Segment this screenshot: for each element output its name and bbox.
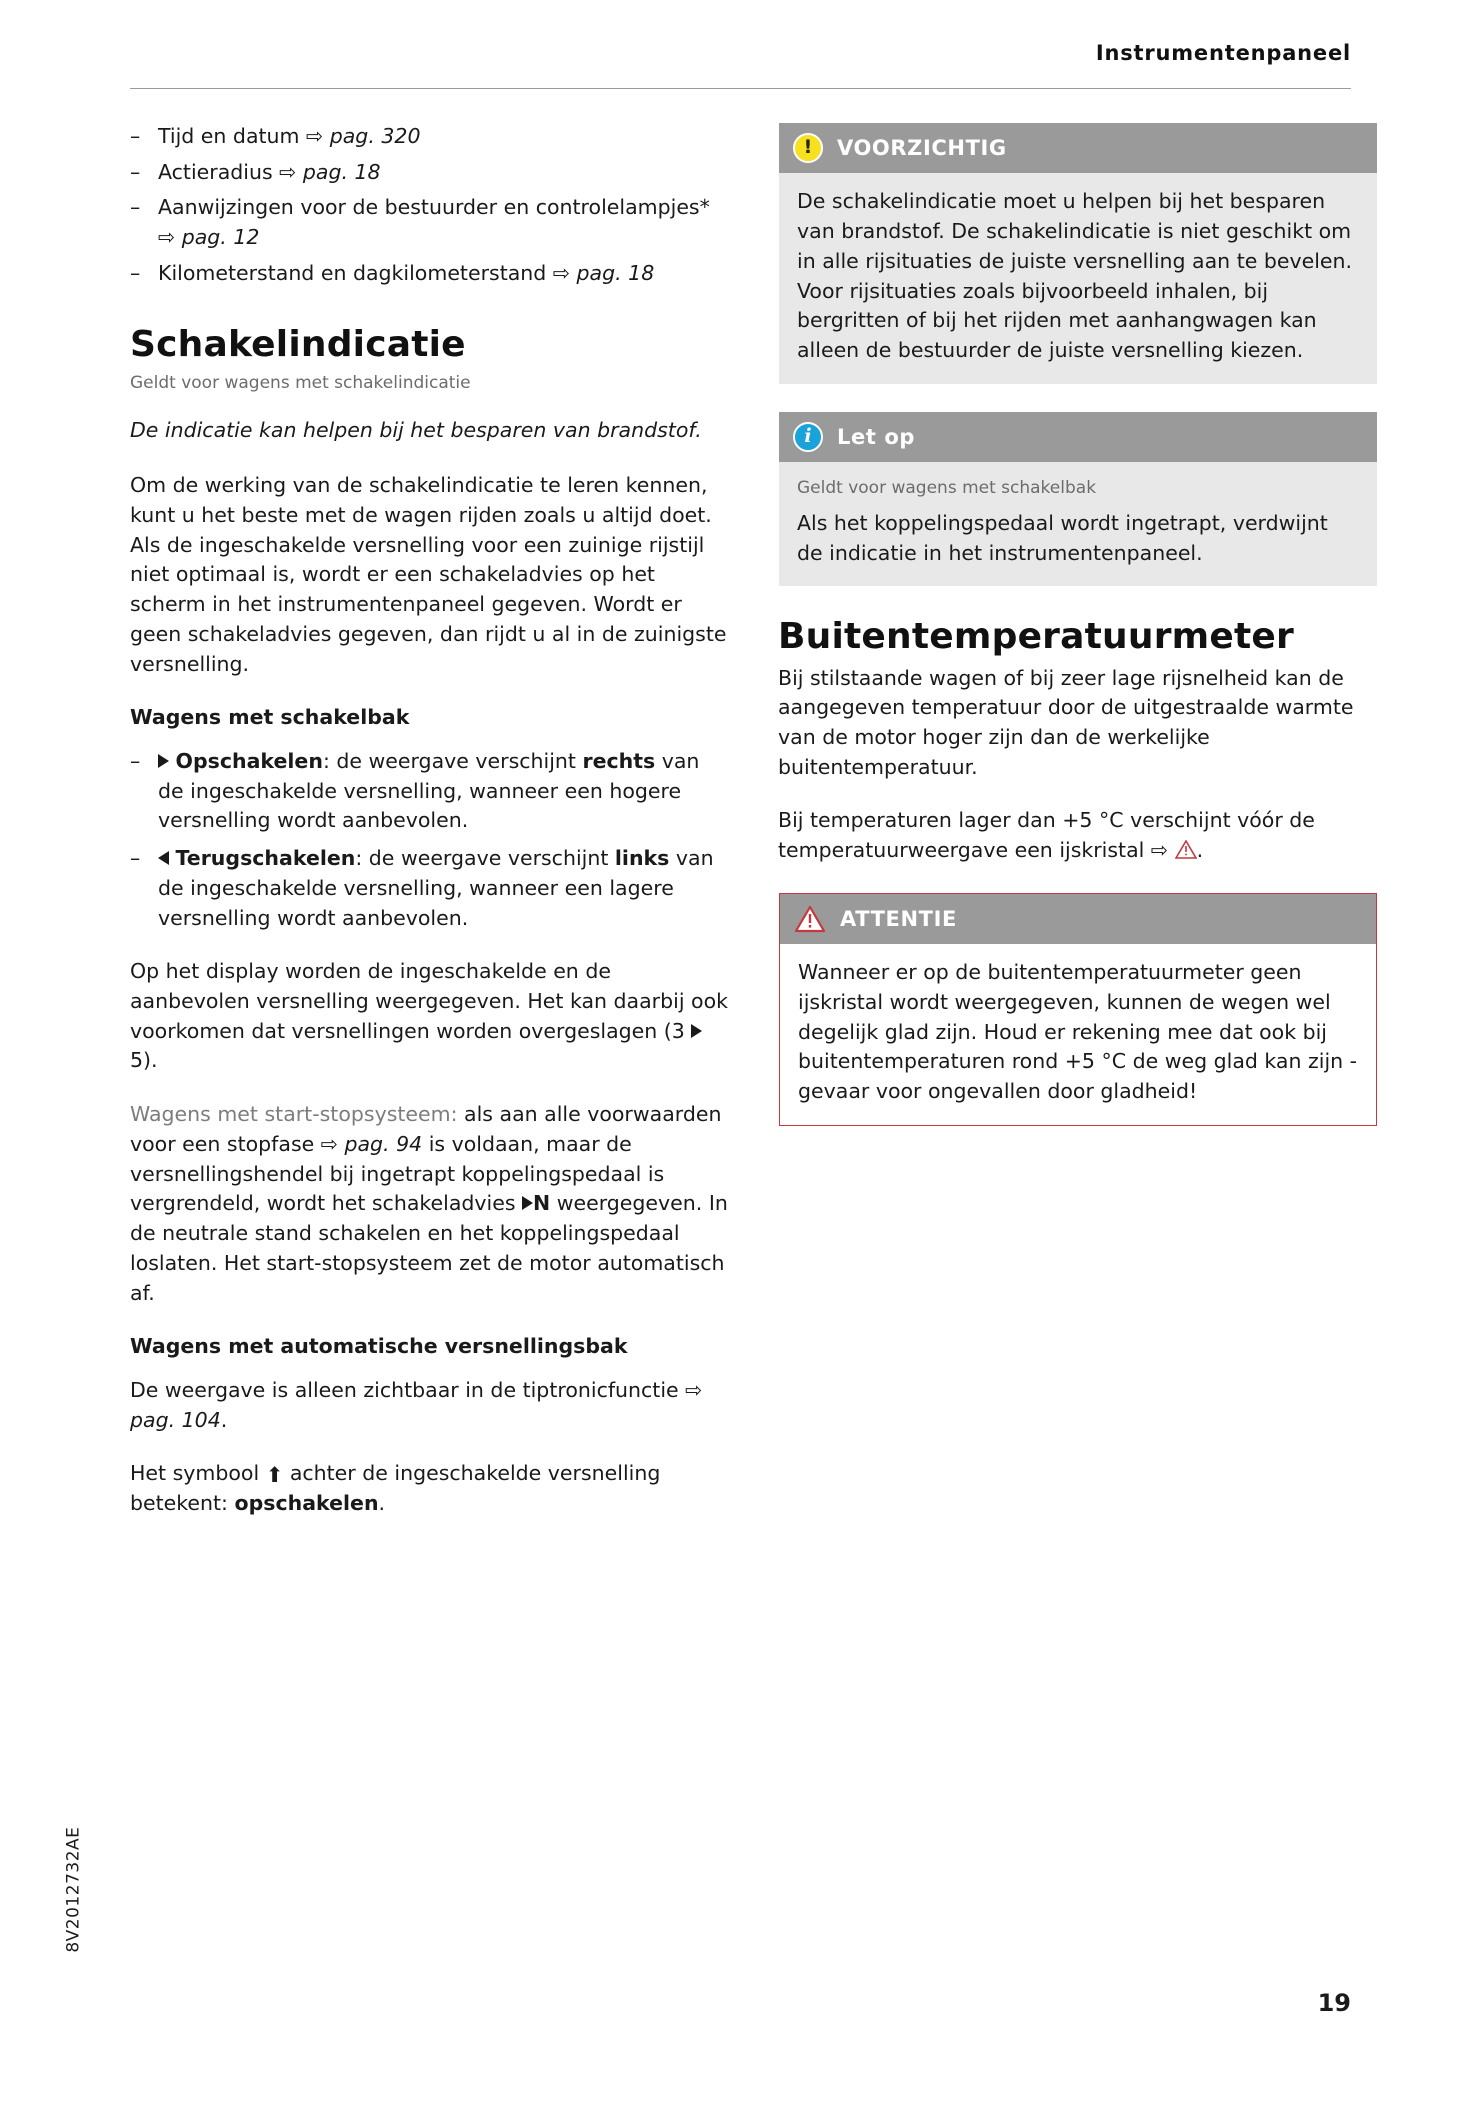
callout-header xyxy=(779,893,1377,944)
page-ref: pag. 18 xyxy=(302,159,381,184)
callout-subnote: Geldt voor wagens met schakelbak xyxy=(797,478,1097,499)
left-column xyxy=(130,122,730,1543)
paragraph-text-b: is voldaan, maar de versnellingshendel bij ingetrapt koppelingspedaal is vergrendeld, wordt het schakeladvies xyxy=(130,1131,665,1216)
dash-marker: – xyxy=(130,195,141,220)
start-stop-label: Wagens met start-stopsysteem: xyxy=(130,1102,458,1127)
dash-marker: – xyxy=(130,260,141,285)
bullet-label: Terugschakelen xyxy=(175,846,356,871)
body-paragraph-4 xyxy=(130,1376,730,1435)
paragraph-text-a: Het symbool xyxy=(130,1461,266,1486)
paragraph-text-a: als aan alle voorwaarden voor een stopfase xyxy=(130,1102,722,1156)
header-divider xyxy=(130,88,1351,89)
triangle-right-icon xyxy=(158,754,169,768)
arrow-up-icon: ⬆ xyxy=(265,1463,284,1488)
reference-list xyxy=(130,122,730,289)
triangle-right-icon xyxy=(691,1024,702,1038)
bullet-label: Opschakelen xyxy=(175,749,323,774)
warning-triangle-icon xyxy=(1175,838,1197,868)
list-item xyxy=(130,259,730,289)
paragraph-text-a: De weergave is alleen zichtbaar in de tiptronicfunctie xyxy=(130,1377,686,1402)
dash-marker: – xyxy=(130,846,141,871)
dash-marker: – xyxy=(130,124,141,148)
body-paragraph-3 xyxy=(130,1100,730,1308)
callout-header xyxy=(779,412,1377,462)
callout-body xyxy=(779,462,1377,586)
callout-text: Als het koppelingspedaal wordt ingetrapt, verdwijnt de indicatie in het instrumentenpaneel. xyxy=(797,510,1328,565)
callout-body xyxy=(779,173,1377,383)
list-item-text: Actieradius xyxy=(158,159,280,184)
paragraph-text-c: . xyxy=(378,1491,386,1516)
dash-marker: – xyxy=(130,749,141,774)
bullet-emphasis: rechts xyxy=(582,749,656,774)
arrow-icon: ⇨ xyxy=(320,1131,345,1156)
callout-header xyxy=(779,123,1377,173)
right-column xyxy=(778,122,1378,1153)
paragraph-text-b: . xyxy=(220,1407,228,1432)
paragraph-text-b: 5). xyxy=(130,1048,158,1073)
paragraph-text-b: . xyxy=(1196,838,1204,863)
list-item xyxy=(130,158,730,188)
arrow-icon: ⇨ xyxy=(279,159,303,184)
list-item-text: Aanwijzingen voor de bestuurder en controlelampjes* xyxy=(158,195,710,220)
callout-title: Let op xyxy=(837,424,916,449)
list-item xyxy=(130,747,730,836)
list-item xyxy=(130,193,730,252)
page-ref: pag. 104 xyxy=(130,1407,221,1432)
page-number: 19 xyxy=(1317,1989,1351,2018)
arrow-icon: ⇨ xyxy=(158,225,182,250)
paragraph-text-a: Bij temperaturen lager dan +5 °C verschijnt vóór de temperatuurweergave een ijskristal xyxy=(778,808,1315,863)
bullet-text: : de weergave verschijnt xyxy=(322,749,583,774)
paragraph-text-b: achter de ingeschakelde versnelling betekent: xyxy=(130,1461,661,1516)
paragraph-emphasis: opschakelen xyxy=(234,1491,379,1516)
page-header xyxy=(130,38,1351,68)
paragraph-text-c: weergegeven. In de neutrale stand schakelen en het koppelingspedaal loslaten. Het start-stopsysteem zet de motor automatisch af. xyxy=(130,1191,728,1305)
body-paragraph-1: Om de werking van de schakelindicatie te leren kennen, kunt u het beste met de wagen rijden zoals u altijd doet. Als de ingeschakelde versnelling voor een zuinige rijstijl niet optimaal is, wordt er een schakeladvies op het scherm in het instrumentenpaneel gegeven. Wordt er geen schakeladvies gegeven, dan rijdt u al in de zuinigste versnelling. xyxy=(130,473,727,676)
callout-let-op xyxy=(778,411,1378,588)
bullet-emphasis: links xyxy=(614,846,670,871)
neutral-indicator: N xyxy=(533,1191,551,1216)
triangle-left-icon xyxy=(158,851,169,865)
paragraph-text-a: Op het display worden de ingeschakelde en de aanbevolen versnelling weergegeven. Het kan daarbij ook voorkomen dat versnellingen worden overgeslagen (3 xyxy=(130,959,728,1043)
page-ref: pag. 94 xyxy=(344,1131,423,1156)
dash-marker: – xyxy=(130,159,141,184)
callout-body xyxy=(779,944,1377,1126)
subheading-schakelbak: Wagens met schakelbak xyxy=(130,705,410,730)
section-heading-buitentemperatuurmeter: Buitentemperatuurmeter xyxy=(778,616,1294,658)
callout-voorzichtig xyxy=(778,122,1378,385)
arrow-icon: ⇨ xyxy=(552,260,577,285)
shift-indication-list xyxy=(130,747,730,933)
callout-title: VOORZICHTIG xyxy=(837,136,1007,160)
list-item-text: Kilometerstand en dagkilometerstand xyxy=(158,260,553,285)
warning-exclamation-icon: ! xyxy=(793,133,823,163)
body-paragraph-5 xyxy=(130,1459,730,1518)
callout-title: ATTENTIE xyxy=(840,906,957,931)
triangle-right-icon xyxy=(522,1196,533,1210)
info-icon: i xyxy=(793,422,823,452)
body-paragraph-2 xyxy=(778,806,1378,867)
subheading-automaat: Wagens met automatische versnellingsbak xyxy=(130,1334,628,1359)
list-item xyxy=(130,122,730,152)
body-paragraph-2 xyxy=(130,957,730,1076)
intro-paragraph: De indicatie kan helpen bij het besparen van brandstof. xyxy=(130,417,702,442)
callout-text: De schakelindicatie moet u helpen bij het besparen van brandstof. De schakelindicatie is niet geschikt om in alle rijsituaties de juiste versnelling aan te bevelen. Voor rijsituaties zoals bijvoorbeeld inhalen, bij bergritten of bij het rijden met aanhangwagen kan alleen de bestuurder de juiste versnelling kiezen. xyxy=(797,189,1353,363)
arrow-icon: ⇨ xyxy=(685,1377,703,1402)
page-ref: pag. 320 xyxy=(329,124,421,148)
warning-triangle-icon xyxy=(794,905,826,933)
body-paragraph-1: Bij stilstaande wagen of bij zeer lage rijsnelheid kan de aangegeven temperatuur door de uitgestraalde warmte van de motor hoger zijn dan de werkelijke buitentemperatuur. xyxy=(778,665,1354,779)
bullet-text-2: van de ingeschakelde versnelling, wanneer een hogere versnelling wordt aanbevolen. xyxy=(158,749,700,833)
list-item-text: Tijd en datum xyxy=(158,124,307,148)
section-subnote: Geldt voor wagens met schakelindicatie xyxy=(130,372,471,393)
list-item xyxy=(130,844,730,933)
page-ref: pag. 18 xyxy=(576,260,655,285)
page-ref: pag. 12 xyxy=(181,225,260,250)
arrow-icon: ⇨ xyxy=(1150,838,1175,863)
section-heading-schakelindicatie: Schakelindicatie xyxy=(130,323,466,365)
bullet-text-2: van de ingeschakelde versnelling, wanneer een lagere versnelling wordt aanbevolen. xyxy=(158,846,714,930)
document-code: 8V2012732AE xyxy=(63,1826,84,1953)
callout-attentie xyxy=(778,892,1378,1127)
bullet-text: : de weergave verschijnt xyxy=(355,846,615,871)
callout-text: Wanneer er op de buitentemperatuurmeter geen ijskristal wordt weergegeven, kunnen de wegen wel degelijk glad zijn. Houd er rekening mee dat ook bij buitentemperaturen rond +5 °C de weg glad kan zijn - gevaar voor ongevallen door gladheid! xyxy=(798,960,1358,1104)
arrow-icon: ⇨ xyxy=(306,124,330,148)
header-title: Instrumentenpaneel xyxy=(1095,41,1351,65)
